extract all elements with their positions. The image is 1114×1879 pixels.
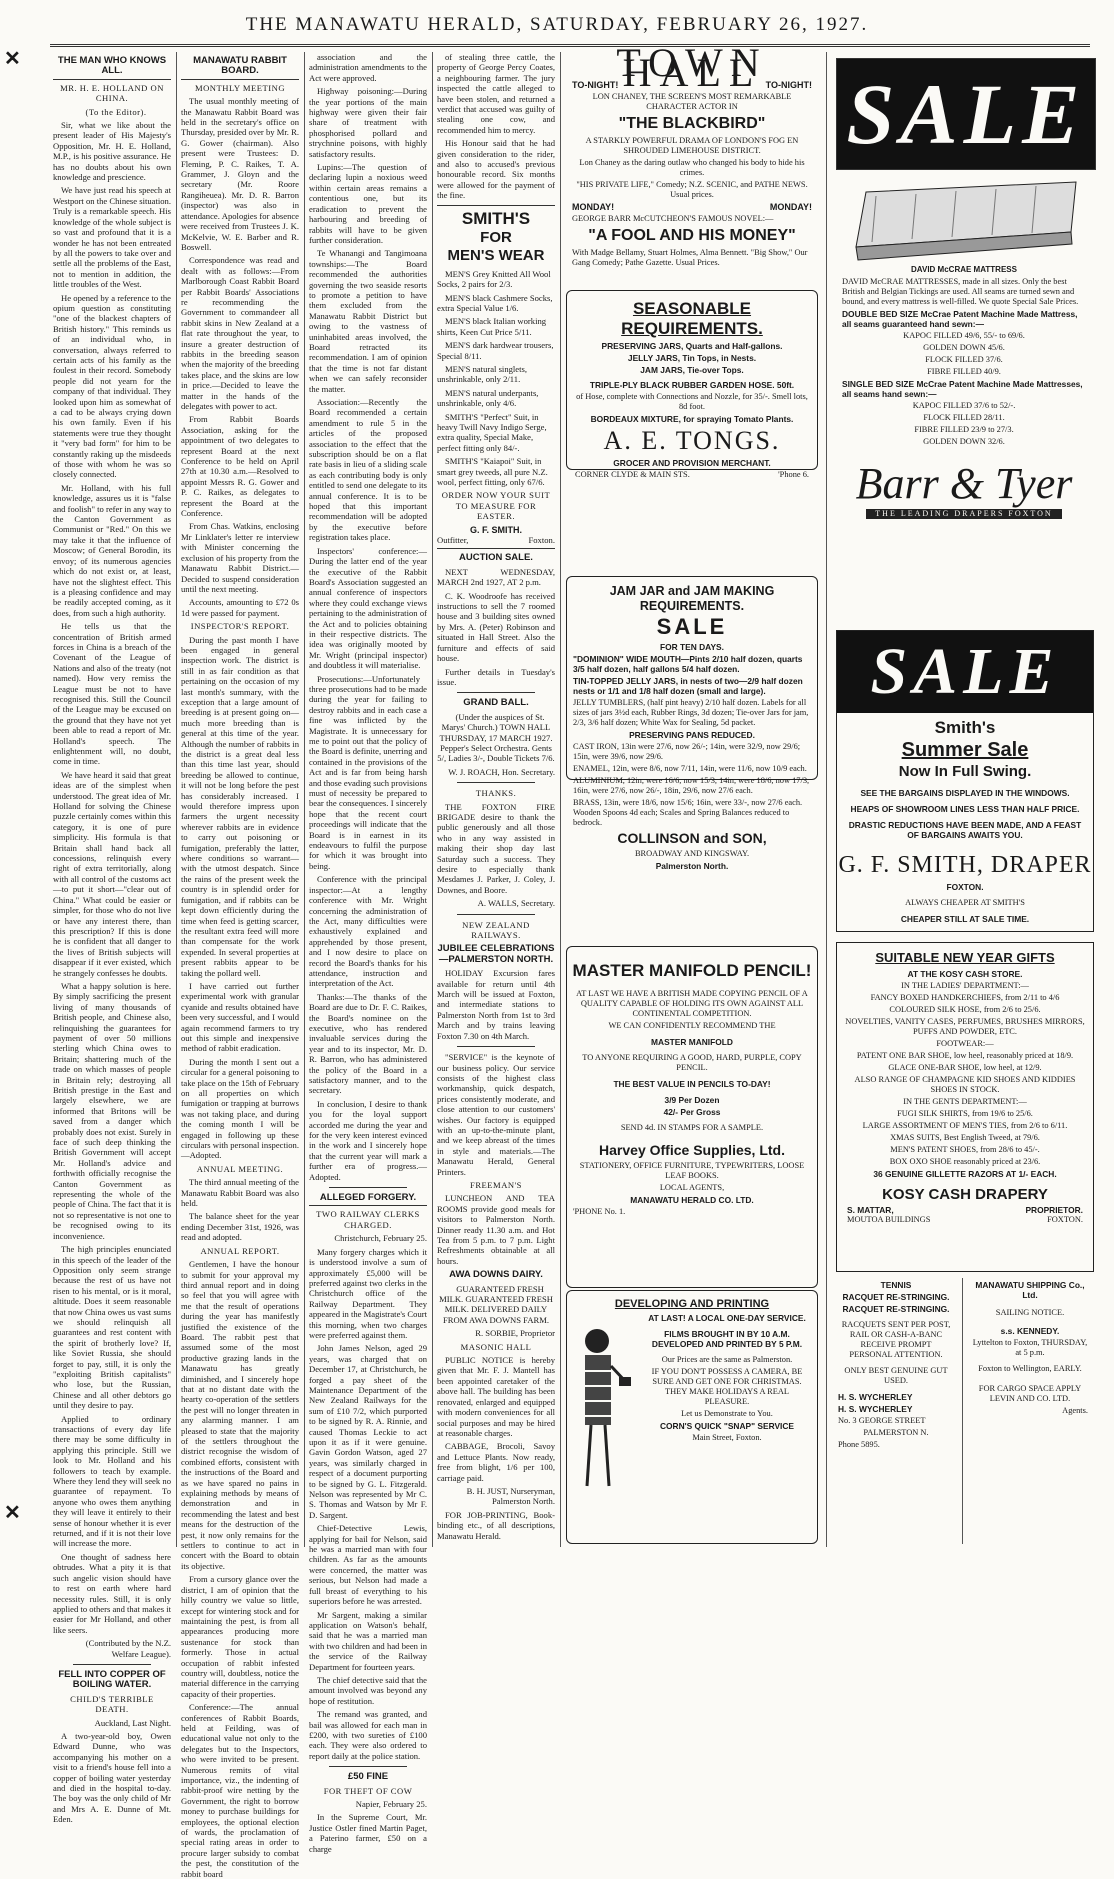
paragraph: From a cursory glance over the district, I am of opinion that the hilly country we value so little, except for wintering stock and for maintaining the pest, is from all appearances producing more sustenance for stock than formerly. Those in actual occupation of rabbit infested country will, doubtless, notice the material difference in the carrying capacity of their properties. bbox=[181, 1574, 299, 1699]
paragraph: His Honour said that he had given consideration to the rider, and also to accused's previous honourable record. Six months were allowed for the payment of the fine. bbox=[437, 138, 555, 201]
ad-headline: DEVELOPING AND PRINTING bbox=[614, 1298, 770, 1310]
paragraph: From Rabbit Boards Association, asking for the appointment of two delegates to represent Board at the next Conference to be held on April 27th at 10.30 a.m.—Resolved to appoint Messrs R. G. Gower and P. C. Raikes, as delegates to represent the Board at the Conference. bbox=[181, 414, 299, 519]
ad-text: LARGE ASSORTMENT OF MEN'S TIES, from 2/6 to 6/11. bbox=[862, 1121, 1068, 1130]
column-rule bbox=[560, 52, 561, 1547]
article-title-rabbit-board: MANAWATU RABBIT BOARD. bbox=[181, 56, 299, 80]
paragraph: During the month I sent out a circular for a general poisoning to take place on the 15th of February on all properties on which fumigation or trapping at burrows was not taking place, and during the coming month I will be engaged in following up these circulars with personal inspection.—Adopted. bbox=[181, 1056, 299, 1161]
ad-text: TO ANYONE REQUIRING A GOOD, HARD, PURPLE, COPY PENCIL. bbox=[582, 1053, 802, 1072]
ad-text: MANAWATU HERALD CO. LTD. bbox=[630, 1195, 754, 1205]
ad-headline: COLLINSON and SON, bbox=[617, 830, 767, 846]
ad-text: GEORGE BARR McCUTCHEON'S FAMOUS NOVEL:— bbox=[572, 214, 774, 223]
shipping-notice-ad bbox=[966, 1278, 1094, 1544]
notice-title: FREEMAN'S bbox=[470, 1179, 522, 1190]
ad-footer bbox=[437, 535, 555, 545]
ad-text: JELLY JARS, Tin Tops, in Nests. bbox=[627, 353, 757, 363]
notice-subtitle: JUBILEE CELEBRATIONS—PALMERSTON NORTH. bbox=[437, 943, 555, 965]
ad-text: PRESERVING JARS, Quarts and Half-gallons. bbox=[601, 341, 783, 351]
ad-text: TIN-TOPPED JELLY JARS, in nests of two—2/9 half dozen nests or 1/1 and 1/8 half dozen (small and large). bbox=[573, 676, 803, 696]
ad-text: Our Prices are the same as Palmerston. bbox=[661, 1355, 793, 1364]
notice-title: AUCTION SALE. bbox=[459, 552, 533, 564]
ad-text: THE BEST VALUE IN PENCILS TO-DAY! bbox=[613, 1079, 771, 1089]
ad-text: TO-NIGHT! bbox=[572, 80, 619, 90]
paragraph: In the Supreme Court, Mr. Justice Ostler fined Martin Paget, a Paterino farmer, £50 on a charge bbox=[309, 1812, 427, 1854]
ad-body bbox=[567, 1311, 817, 1501]
ad-text: of Hose, complete with Connections and Nozzle, for 35/-. Smell lots, 8d foot. bbox=[576, 392, 808, 411]
ad-text: KAPOC FILLED 37/6 to 52/-. bbox=[912, 401, 1016, 410]
seasonable-requirements-ad bbox=[566, 290, 818, 479]
ad-text: BROADWAY AND KINGSWAY. bbox=[634, 849, 750, 858]
ad-text: FOOTWEAR:— bbox=[936, 1039, 994, 1048]
ad-text: H. S. WYCHERLEY bbox=[838, 1392, 913, 1402]
ad-text: GOLDEN DOWN 45/6. bbox=[923, 343, 1005, 352]
notice-text: W. J. ROACH, Hon. Secretary. bbox=[448, 766, 555, 777]
ad-text: LON CHANEY, THE SCREEN'S MOST REMARKABLE CHARACTER ACTOR IN bbox=[592, 92, 792, 111]
paragraph: Sir, what we like about the present leader of His Majesty's Opposition, Mr. H. E. Holland, M.P., is his positive assurance. He has no doubts about his own knowledge and prescience. bbox=[53, 120, 171, 183]
notice-text: R. SORBIE, Proprietor bbox=[475, 1328, 555, 1339]
ad-headline: MASTER MANIFOLD PENCIL! bbox=[572, 961, 812, 980]
ad-text: COLOURED SILK HOSE, from 2/6 to 25/6. bbox=[889, 1005, 1041, 1014]
notice-title: AWA DOWNS DAIRY. bbox=[449, 1269, 543, 1281]
ad-row bbox=[567, 470, 817, 480]
ad-headline: Smith's bbox=[934, 718, 996, 737]
notice-text: HOLIDAY Excursion fares available for return until 4th March will be issued at Foxton, and intermediate stations to Palmerston North from 1st to 3rd March and by trains leaving Foxton 7.30 on 4th March. bbox=[437, 968, 555, 1041]
ad-headline: SUITABLE NEW YEAR GIFTS bbox=[875, 950, 1055, 965]
ad-text: IF YOU DON'T POSSESS A CAMERA, BE SURE AND GET ONE FOR CHRISTMAS. THEY MAKE HOLIDAYS A REAL PLEASURE. bbox=[651, 1367, 803, 1406]
ad-text: FUGI SILK SHIRTS, from 19/6 to 25/6. bbox=[897, 1109, 1033, 1118]
ad-text: SINGLE BED SIZE McCrae Patent Machine Made Mattresses, all seams hand sewn:— bbox=[842, 379, 1083, 399]
list-item: MEN'S Grey Knitted All Wool Socks, 2 pairs for 2/3. bbox=[437, 268, 551, 290]
ad-text: RACQUET RE-STRINGING. bbox=[842, 1304, 950, 1314]
ad-row bbox=[566, 202, 818, 212]
ad-text: s.s. KENNEDY. bbox=[1000, 1326, 1060, 1336]
divider bbox=[457, 1046, 535, 1047]
ad-text: PRESERVING PANS REDUCED. bbox=[629, 730, 755, 740]
ad-text: PROPRIETOR. bbox=[1025, 1205, 1083, 1215]
ad-text: FILMS BROUGHT IN BY 10 A.M. DEVELOPED AND PRINTED BY 5 P.M. bbox=[651, 1329, 803, 1349]
ad-text: GROCER AND PROVISION MERCHANT. bbox=[613, 458, 771, 468]
notice-text: GUARANTEED FRESH MILK. GUARANTEED FRESH MILK. DELIVERED DAILY FROM AWA DOWNS FARM. bbox=[439, 1283, 553, 1325]
paragraph: Chief-Detective Lewis, applying for bail for Nelson, said he was a married man with four children. As far as the amounts were concerned, the matter was serious, but Nelson had made a full breast of everything to his superiors before he was arrested. bbox=[309, 1523, 427, 1607]
notice-title: NEW ZEALAND RAILWAYS. bbox=[462, 919, 530, 941]
mattress-label: DAVID McCRAE MATTRESS bbox=[911, 265, 1017, 274]
ad-text: ENAMEL, 12in, were 8/6, now 7/11, 14in, were 11/6, now 10/9 each. bbox=[573, 764, 807, 773]
ad-text: ALWAYS CHEAPER AT SMITH'S bbox=[905, 898, 1025, 907]
ad-text: PATENT ONE BAR SHOE, low heel, reasonably priced at 18/9. bbox=[856, 1051, 1074, 1060]
ad-text: MANAWATU SHIPPING Co., Ltd. bbox=[975, 1280, 1085, 1300]
paragraph: association and the administration amendments to the Act were approved. bbox=[309, 52, 427, 83]
notice-text: NEXT WEDNESDAY, MARCH 2nd 1927, AT 2 p.m. bbox=[437, 566, 555, 588]
notice-text: "SERVICE" is the keynote of our business policy. Our service consists of the highest class workmanship, quick despatch, prices consistently moderate, and close attention to our customers' wishes. Our factory is equipped with an up-to-the-minute plant, and we keep abreast of the times in style and materials.—The Manawatu Herald, General Printers. bbox=[437, 1052, 555, 1177]
ad-text: ONLY BEST GENUINE GUT USED. bbox=[844, 1366, 948, 1385]
notice-text: Further details in Tuesday's issue. bbox=[437, 666, 555, 687]
ad-text: JELLY TUMBLERS, (half pint heavy) 2/10 half dozen. Labels for all sizes of jars 3½d each, Rubber Rings, 3d dozen; Tie-over Jars for jam, 2/3, 3/6 half dozen; White Wax for Sealing, 5d packet. bbox=[573, 698, 809, 727]
ad-text: KAPOC FILLED 49/6, 55/- to 69/6. bbox=[903, 331, 1025, 340]
paragraph: Many forgery charges which it is understood involve a sum of approximately £5,000 will be preferred against two clerks in the Christchurch office of the Railway Department. They appeared in the Magistrate's Court this morning, when two charges were preferred against them. bbox=[309, 1246, 428, 1340]
ad-text: HEAPS OF SHOWROOM LINES LESS THAN HALF PRICE. bbox=[850, 804, 1080, 814]
ad-text: CORNER CLYDE & MAIN STS. bbox=[575, 470, 690, 479]
town-hall-ad bbox=[566, 40, 818, 267]
ad-row bbox=[837, 1205, 1093, 1215]
paragraph: Thanks:—The thanks of the Board are due to Dr. F. C. Raikes, the Board's nominee on the executive, who has rendered invaluable services during the year and to its inspector, Mr. D. R. Barron, who has administered the policy of the Board in a satisfactory manner, and to the secretary. bbox=[309, 991, 427, 1096]
column-4 bbox=[437, 52, 555, 1547]
ad-text: LOCAL AGENTS, bbox=[659, 1183, 725, 1192]
ad-text: Phone 5895. bbox=[838, 1440, 880, 1449]
margin-mark-top: ✕ bbox=[4, 48, 21, 70]
film-title: "THE BLACKBIRD" bbox=[618, 115, 766, 132]
ad-text: MONDAY! bbox=[572, 202, 615, 212]
developing-printing-ad bbox=[566, 1290, 818, 1544]
ad-text: DAVID McCRAE MATTRESSES, made in all sizes. Only the best British and Belgian Tickings are used. All seams are turned sewn and bound, and every mattress is well-filled. We quote Special Sale Prices. bbox=[842, 277, 1079, 306]
paragraph: From Chas. Watkins, enclosing Mr Linklater's letter re interview with Minister concerning the exclusion of his property from the Manawatu Rabbit District.—Decided to suspend consideration until the next meeting. bbox=[181, 521, 299, 594]
ad-text: MONDAY! bbox=[769, 202, 812, 212]
notice-title: MASONIC HALL bbox=[460, 1341, 532, 1352]
ad-text: PALMERSTON N. bbox=[863, 1428, 929, 1437]
paragraph: Gentlemen, I have the honour to submit for your approval my third annual report and in doing so feel that you will agree with me that the result of operations during the year has manifestly justified the existence of the Board. The rabbit pest that assumed some of the most productive grazing lands in the Manawatu has greatly diminished, and I sincerely hope that at no distant date with the hearty co-operation of the settlers the pest will no longer threaten in any alarming manner. I am pleased to state that the majority of the settlers throughout the district recognise the wisdom of combined efforts, consistent with the instructions of the Board and as we have spared no pains in explaining methods by means of demonstration and in recommending the latest and best means for the destruction of the pest, it now only remains for the settlers to continue to act in concert with the Board to obtain its objective. bbox=[181, 1259, 299, 1571]
mattress-sale-banner bbox=[836, 58, 1096, 170]
divider bbox=[457, 782, 535, 783]
notice-title: THANKS. bbox=[475, 788, 517, 799]
ad-text: "HIS PRIVATE LIFE," Comedy; N.Z. SCENIC, and PATHE NEWS. Usual prices. bbox=[576, 180, 808, 199]
ad-text: Let us Demonstrate to You. bbox=[681, 1409, 773, 1418]
ad-headline: Summer Sale bbox=[901, 739, 1029, 761]
notice-text: LUNCHEON AND TEA ROOMS provide good meals for visitors to Palmerston North. Dinner ready 11.30 a.m. and Hot Tea from 5 p.m. to 7 p.m. Light Refreshments obtainable at all hours. bbox=[437, 1193, 555, 1266]
list-item: MEN'S natural singlets, unshrinkable, only 2/11. bbox=[437, 363, 527, 385]
divider bbox=[73, 1664, 151, 1665]
ad-headline: SMITH'S bbox=[461, 208, 531, 228]
notice-text: A. WALLS, Secretary. bbox=[477, 898, 555, 909]
ad-text: TO-NIGHT! bbox=[765, 80, 812, 90]
column-1 bbox=[53, 52, 171, 1825]
ad-text: GOLDEN DOWN 32/6. bbox=[923, 437, 1005, 446]
ad-text: CAST IRON, 13in were 27/6, now 26/-; 14in, were 32/9, now 29/6; 15in, were 39/6, now 29/6. bbox=[573, 742, 801, 761]
barr-tyer-logo: Barr & Tyer bbox=[855, 459, 1073, 508]
list-item: SMITH'S "Kaiapoi" Suit, in smart grey tweeds, all pure N.Z. wool, perfect fitting, only 67/6. bbox=[437, 456, 548, 487]
list-item: MEN'S black Italian working shirts, Keen Cut Price 5/11. bbox=[437, 316, 547, 337]
ad-text: SAILING NOTICE. bbox=[995, 1308, 1065, 1317]
dateline: Christchurch, February 25. bbox=[334, 1233, 427, 1244]
ad-headline: Now In Full Swing. bbox=[898, 763, 1032, 780]
master-manifold-ad bbox=[566, 946, 818, 1288]
column-rule bbox=[432, 52, 433, 1547]
paragraph: A two-year-old boy, Owen Edward Dunne, who was accompanying his mother on a visit to a friend's house fell into a copper of boiling water yesterday and died in the hospital to-day. The boy was the only child of Mr and Mrs A. E. Dunne of Mt. Eden. bbox=[53, 1730, 171, 1825]
paragraph: Te Whanangi and Tangimoana townships:—The Board recommended the authorities governing the two seaside resorts to promote a petition to have them excluded from the Manawatu Rabbit District but owing to the vastness of uninhabited areas involved, the Board retracted its recommendation. I am of opinion that the time is not far distant when we can safely reconsider the matter. bbox=[309, 248, 427, 394]
paragraph: The high principles enunciated in this speech of the leader of the Opposition only seem strange because the rest of us have not risen to his mental, or is it moral, altitude. Does it seem reasonable that now China owes us vast sums we should relinquish all guarantees and rest content with the spirit of brotherly love? If, like Soviet Russia, she should forget to pay, still, it is only the "exploiting British capitalists" who lose, but the Russian, Chinese and all other debtors go until they desire to pay. bbox=[53, 1244, 171, 1411]
ad-text: JAM JARS, Tie-over Tops. bbox=[640, 365, 744, 375]
paragraph: He tells us that the concentration of British armed forces in China is a breach of the Covenant of the League of Nations and also of the treaty (not named). How very remiss the League must be not to have recognised this. Still the Council of the League may be excused on the ground that they have not yet been able to read a report of Mr. Holland's speech. The enlightenment will, no doubt, come in time. bbox=[53, 621, 171, 767]
ad-text: FLOCK FILLED 37/6. bbox=[925, 355, 1003, 364]
article-subtitle: CHILD'S TERRIBLE DEATH. bbox=[70, 1693, 154, 1715]
ad-text: Main Street, Foxton. bbox=[692, 1433, 762, 1442]
notice-text: (Under the auspices of St. Marys' Church.) TOWN HALL THURSDAY, 17 MARCH 1927. Pepper's Select Orchestra. Gents 5/, Ladies 3/-, Double Tickets 7/6. bbox=[437, 711, 555, 764]
signature: (Contributed by the N.Z. Welfare League). bbox=[85, 1638, 171, 1659]
ad-text: BOX OXO SHOE reasonably priced at 23/6. bbox=[889, 1157, 1041, 1166]
paragraph: Lupins:—The question of declaring lupin a noxious weed within certain areas remains a contentious one, but its eradication to prevent the harbouring and breeding of rabbits will have to be given further consideration. bbox=[309, 162, 427, 245]
divider bbox=[457, 914, 535, 915]
ad-text: STATIONERY, OFFICE FURNITURE, TYPEWRITERS, LOOSE LEAF BOOKS. bbox=[579, 1161, 805, 1180]
paragraph: During the past month I have been engaged in general inspection work. The district is still in as fair condition as that pertaining on the occasion of my last month's summary, with the exception that a large amount of breeding is at present going on—much more breeding than is general at this time of the year. Although the number of rabbits in the district is a great deal less than this time last year, should breeding be allowed to continue, it will not be long before the pest has considerably increased. I would therefore impress upon farmers the urgent necessity wherever rabbits are in evidence to carry out poisoning or fumigation, preferably the latter, where conditions so warrant—with the utmost despatch. Since the rains of the present week the country is in splendid order for fumigation, and if rabbits can be kept down efficiently during the time when feed is getting scarcer, the resultant extra feed will more than compensate for the work expended. In several properties at present rabbits appear to be taking the pollard well. bbox=[181, 634, 299, 978]
jam-jar-sale-ad bbox=[566, 576, 818, 871]
article-title-holland: THE MAN WHO KNOWS ALL. bbox=[53, 56, 171, 80]
paragraph: The balance sheet for the year ending December 31st, 1926, was read and adopted. bbox=[181, 1211, 299, 1243]
list-item: MEN'S black Cashmere Socks, extra Special Value 1/6. bbox=[437, 292, 553, 313]
ad-headline: G. F. SMITH, DRAPER bbox=[838, 852, 1092, 878]
ad-text: WE CAN CONFIDENTLY RECOMMEND THE bbox=[608, 1021, 776, 1030]
paragraph: I have carried out further experimental work with granular cyanide and results obtained have been very successful, and I would again recommend farmers to try out this simple and inexpensive method of rabbit eradication. bbox=[181, 980, 299, 1054]
ad-text: Palmerston North. bbox=[655, 861, 729, 871]
paragraph: Conference with the principal inspector:—At a lengthy conference with Mr. Wright concerning the administration of the Act, many difficulties were exhaustively explained and apprehended by those present, and I now desire to place on record the Board's thanks for his attendance, instruction and interpretation of the Act. bbox=[309, 874, 427, 989]
divider bbox=[457, 692, 535, 693]
ad-headline: KOSY CASH DRAPERY bbox=[882, 1186, 1048, 1203]
ad-text: S. MATTAR, bbox=[847, 1205, 894, 1215]
paragraph: Prosecutions:—Unfortunately three prosecutions had to be made during the year for failing to destroy rabbits and in each case a fine was inflicted by the Magistrate. It is unnecessary for me to point out that the policy of the Board is definite, unerring and contained in the provisions of the Act and is far from being harsh and those evading such provisions must of necessity be prepared to bear the consequences. I sincerely hope that the recent court proceedings will indicate that the Board is in earnest in its endeavours to fulfil the purpose for which it was brought into being. bbox=[309, 673, 427, 871]
ad-text: FOXTON. bbox=[1047, 1215, 1083, 1224]
ad-text: ALSO RANGE OF CHAMPAGNE KID SHOES AND KIDDIES SHOES IN STOCK. bbox=[854, 1075, 1076, 1094]
ad-text: TRIPLE-PLY BLACK RUBBER GARDEN HOSE. 50ft. bbox=[589, 380, 795, 390]
ad-text: FANCY BOXED HANDKERCHIEFS, from 2/11 to 4/6 bbox=[870, 993, 1060, 1002]
smiths-mens-wear-ad bbox=[437, 205, 555, 550]
list-item: MEN'S natural underpants, unshrinkable, only 4/6. bbox=[437, 387, 539, 409]
ad-text: FIBRE FILLED 40/9. bbox=[927, 367, 1001, 376]
paragraph: of stealing three cattle, the property of George Percy Coates, a neighbouring farmer. The jury inspected the cattle alleged to have been stolen, and returned a verdict that accused was guilty of stealing one cow, and recommended him to mercy. bbox=[437, 52, 555, 135]
divider bbox=[329, 1766, 407, 1767]
ad-text: DOUBLE BED SIZE McCrae Patent Machine Made Mattress, all seams guaranteed hand sewn:— bbox=[842, 309, 1078, 329]
paragraph: The chief detective said that the amount involved was beyond any hope of restitution. bbox=[309, 1674, 427, 1706]
ad-text: SEE THE BARGAINS DISPLAYED IN THE WINDOWS. bbox=[860, 788, 1070, 798]
paragraph: The third annual meeting of the Manawatu Rabbit Board was also held. bbox=[181, 1177, 299, 1209]
ad-text: Lyttelton to Foxton, THURSDAY, at 5 p.m. bbox=[972, 1338, 1088, 1357]
ad-text: 36 GENUINE GILLETTE RAZORS AT 1/- EACH. bbox=[873, 1169, 1057, 1179]
ad-text: IN THE LADIES' DEPARTMENT:— bbox=[901, 981, 1029, 990]
notice-text: B. H. JUST, Nurseryman, Palmerston North. bbox=[466, 1485, 555, 1507]
ad-text: FOR CARGO SPACE APPLY LEVIN AND CO. LTD. bbox=[978, 1384, 1082, 1403]
paragraph: Accounts, amounting to £72 0s 1d were passed for payment. bbox=[181, 597, 299, 618]
ad-text: MASTER MANIFOLD bbox=[651, 1037, 733, 1047]
column-rule bbox=[826, 52, 827, 1547]
ad-headline: TOWN HALL bbox=[616, 40, 768, 95]
ad-text: FOR TEN DAYS. bbox=[660, 642, 724, 652]
sale-banner-text: SALE bbox=[846, 66, 1086, 162]
paragraph: We have just read his speech at Westport on the Chinese situation. Truly is a remarkable speech. His knowledge of the whole subject is so vast and profound that it is a wonder he has not been entreated by all the powers to take over and settle all the problems of the East, not to mention in addition, the little troubles of the West. bbox=[53, 185, 171, 290]
ad-text: Foxton to Wellington, EARLY. bbox=[978, 1364, 1082, 1373]
ad-text: 3/9 Per Dozen bbox=[664, 1095, 720, 1105]
ad-text: AT THE KOSY CASH STORE. bbox=[907, 969, 1023, 979]
paragraph: Association:—Recently the Board recommended a certain amendment to rule 5 in the articles of the proposed association to the effect that the subscription should be on a flat rate basis in lieu of a sliding scale as each contributing body is only entitled to send one delegate to its annual conference. It is to be hoped that this important recommendation will be adopted by the executive before registration takes place. bbox=[309, 397, 427, 543]
article-subtitle: MR. H. E. HOLLAND ON CHINA. bbox=[60, 82, 164, 104]
ad-text: BRASS, 13in, were 18/6, now 15/6; 16in, were 33/-, now 27/6 each. Wooden Spoons 4d each; Scales and Spring Balances reduced to bedrock. bbox=[573, 798, 803, 827]
woman-with-camera-illustration bbox=[567, 1311, 637, 1501]
ad-text: Outfitter, bbox=[437, 535, 469, 546]
list-item: MEN'S dark hardwear trousers, Special 8/11. bbox=[437, 340, 554, 361]
paragraph: He opened by a reference to the opium question as constituting "one of the blackest chapters of British history." This reminds us of an individual who, in conversation, always referred to certain acts of his family as the foulest in their record. Somebody people did not yearn for the company of that individual. They looked upon him as somewhat of a cad to be always crying down his own family. Even if his statements were true they thought it "very bad form" for him to be constantly raking up the misdeeds of those with whom he was so closely connected. bbox=[53, 292, 171, 480]
ad-text: No. 3 GEORGE STREET bbox=[838, 1416, 926, 1425]
notice-text: C. K. Woodroofe has received instructions to sell the 7 roomed house and 3 building sites owned by Mrs. A. (Peter) Robinson and situated in Hall Street. Also the furniture and effects of said house. bbox=[437, 590, 555, 664]
divider bbox=[329, 1187, 407, 1188]
ad-text: AT LAST WE HAVE A BRITISH MADE COPYING PENCIL OF A QUALITY CAPABLE OF HOLDING ITS OWN AGAINST ALL CONTINENTAL COMPETITION. bbox=[576, 989, 808, 1018]
paragraph: One thought of sadness here obtrudes. What a pity it is that such angelic vision should have to rest on earth where hard necessity rules. Still, it is only applied to others and that makes it easier for Mr Holland, and other like seers. bbox=[53, 1551, 171, 1635]
paragraph: Conference:—The annual conferences of Rabbit Boards, held at Feilding, was of educational value not only to the delegates but to the Inspectors, who were invited to be present. Numerous remits of vital importance, viz., the indenting of rabbit-proof wire netting by the Government, the right to borrow money to purchase buildings for employees, the optional election of wards, the proclamation of special rating areas in order to procure larger subsidy to combat the pest, the constitution of the rabbit board bbox=[181, 1702, 299, 1879]
ad-row bbox=[837, 1215, 1093, 1225]
paragraph: Highway poisoning:—During the year portions of the main highway were given their fair share of treatment with phosphorised pollard and strychnine poisons, with highly satisfactory results. bbox=[309, 86, 427, 159]
film-title: "A FOOL AND HIS MONEY" bbox=[588, 227, 796, 244]
smiths-summer-sale-ad bbox=[836, 630, 1094, 932]
column-2 bbox=[181, 52, 299, 1879]
ad-text: MEN'S PATENT SHOES, from 28/6 to 45/-. bbox=[890, 1145, 1040, 1154]
article-title-fine: £50 FINE bbox=[347, 1771, 389, 1783]
ad-text: IN THE GENTS DEPARTMENT:— bbox=[903, 1097, 1027, 1106]
ad-text: FIBRE FILLED 23/9 to 27/3. bbox=[914, 425, 1014, 434]
paragraph: The remand was granted, and bail was allowed for each man in £200, with two sureties of £100 each. They were also ordered to report daily at the police station. bbox=[309, 1709, 427, 1761]
tennis-ad bbox=[832, 1278, 960, 1544]
ad-headline: Harvey Office Supplies, Ltd. bbox=[599, 1142, 785, 1158]
notice-title: GRAND BALL. bbox=[463, 697, 529, 709]
ad-text: 'PHONE No. 1. bbox=[573, 1207, 626, 1216]
paragraph: Mr Sargent, making a similar application on Watson's behalf, said that he was a married man with two children and had been in the service of the Railway Department for fourteen years. bbox=[309, 1609, 427, 1672]
ad-text: XMAS SUITS, Best English Tweed, at 79/6. bbox=[890, 1133, 1040, 1142]
ad-headline: JAM JAR and JAM MAKING REQUIREMENTS. bbox=[609, 584, 775, 613]
paragraph: In conclusion, I desire to thank you for the loyal support accorded me during the year and for the very keen interest evinced in the work and I sincerely hope that the current year will mark a further era of progress.—Adopted. bbox=[309, 1098, 427, 1182]
mattress-illustration bbox=[836, 172, 1092, 262]
ad-text: SEND 4d. IN STAMPS FOR A SAMPLE. bbox=[620, 1123, 764, 1132]
section-heading: ANNUAL REPORT. bbox=[200, 1245, 280, 1256]
ad-text: FLOCK FILLED 28/11. bbox=[923, 413, 1005, 422]
paragraph: What a happy solution is here. By simply sacrificing the present living of many thousands of British people, and Chinese also, relinquishing the guarantees for payment of over 50 millions sterling which China owes to Britain; shattering much of the trade on which masses of people in Britain rely; destroying all British prestige in the East and largely elsewhere, we are informed that Britons will be saved from a danger which probably does not exist. Surely in face of such deep thinking the British Government will accept Mr. Holland's advice and forthwith officially recognise the Canton Government as representing the whole of the people of China. The fact that it is not so representative is not one to be recognised owing to its inconvenience. bbox=[53, 980, 171, 1241]
mattress-ad bbox=[836, 172, 1092, 578]
ad-headline: SEASONABLE REQUIREMENTS. bbox=[621, 299, 763, 338]
paragraph: Mr. Holland, with his full knowledge, assures us it is "false and foolish" to refer in any way to the Canton Government as Communist or "Red." On this we may take it that the influence of Moscow; of General Borodin, its envoy; of its numerous agencies which do not exist or, at least, have not the slightest effect. This is a pleasing confidence and may be readily accepted coming, as it does, from such a high authority. bbox=[53, 482, 171, 618]
paragraph: Applied to ordinary transactions of every day life there may be some difficulty in applying this principle. Still we look to Mr. Holland and his followers to teach by example. Where they lend they will seek no guarantee of repayment. To anyone who owes them anything they will leave it entirely to their sense of honour whether it is ever returned, and if it is not their love will increase the more. bbox=[53, 1413, 171, 1549]
ad-headline: MEN'S WEAR bbox=[447, 246, 545, 264]
ad-text: ALUMINIUM, 12in, were 16/6, now 15/3, 14in, were 18/6, now 17/3, 16in, were 27/6, now 26/-, 18in, 29/6, now 27/6 each. bbox=[573, 776, 810, 795]
ad-signature: G. F. SMITH. bbox=[469, 524, 522, 535]
ad-text: RACQUET RE-STRINGING. bbox=[842, 1292, 950, 1302]
margin-mark-bottom: ✕ bbox=[4, 1502, 21, 1524]
section-heading: INSPECTOR'S REPORT. bbox=[190, 621, 290, 632]
notice-text: FOR JOB-PRINTING, Book-binding etc., of all descriptions, Manawatu Herald. bbox=[437, 1509, 555, 1541]
section-heading: ANNUAL MEETING. bbox=[196, 1163, 284, 1174]
article-subtitle: FOR THEFT OF COW bbox=[323, 1785, 413, 1796]
column-3 bbox=[309, 52, 428, 1854]
ad-text: DRASTIC REDUCTIONS HAVE BEEN MADE, AND A FEAST OF BARGAINS AWAITS YOU. bbox=[848, 820, 1082, 840]
ad-headline: SALE bbox=[656, 614, 728, 639]
ad-headline: FOR bbox=[480, 228, 512, 246]
ad-text: BORDEAUX MIXTURE, for spraying Tomato Plants. bbox=[590, 414, 794, 424]
ad-text: RACQUETS SENT PER POST, RAIL OR CASH-A-BANC RECEIVE PROMPT PERSONAL ATTENTION. bbox=[841, 1320, 951, 1359]
ad-text: With Madge Bellamy, Stuart Holmes, Alma Bennett. "Big Show," Our Gang Comedy; Pathe Gazette. Usual Prices. bbox=[572, 248, 808, 267]
ad-text: 'Phone 6. bbox=[778, 470, 809, 479]
column-rule bbox=[304, 52, 305, 1547]
masthead-rule bbox=[50, 44, 1090, 47]
editor-note: (To the Editor). bbox=[85, 106, 147, 117]
article-subtitle: TWO RAILWAY CLERKS CHARGED. bbox=[316, 1209, 420, 1230]
ad-text: ORDER NOW YOUR SUIT TO MEASURE FOR EASTER. bbox=[441, 490, 551, 522]
paragraph: John James Nelson, aged 29 years, was charged that on December 17, at Christchurch, he forged a pay sheet of the Maintenance Department of the New Zealand Railways for the sum of £10 7/2, which purported to be signed by R. A. Rinnie, and caused Thomas Leckie to act upon it as if it were genuine. Gavin Gordon Watson, aged 27 years, was similarly charged in respect of a document purporting to be signed by G. L. Fitzgerald. Nelson was represented by Mr C. S. Thomas and Watson by Mr F. D. Sargent. bbox=[309, 1343, 427, 1520]
ad-headline: A. E. TONGS. bbox=[603, 426, 781, 455]
paragraph: Inspectors' conference:—During the latter end of the year the executive of the Rabbit Board's Association suggested an annual conference of inspectors where they could exchange views pertaining to the administration of the Act and to policies obtaining in their respective districts. The idea was originally mooted by Mr. Wright (principal inspector) and doubtless it will materialise. bbox=[309, 545, 427, 671]
column-rule bbox=[176, 52, 177, 1547]
ad-text: A STARKLY POWERFUL DRAMA OF LONDON'S FOG EN SHROUDED LIMEHOUSE DISTRICT. bbox=[585, 136, 799, 155]
notice-text: THE FOXTON FIRE BRIGADE desire to thank the public generously and all those who in any way assisted in making their shop day last Saturday such a success. They desire to especially thank Mesdames J. Parker, J. Coley, J. Downes, and Boore. bbox=[437, 801, 555, 895]
ad-text: GLACE ONE-BAR SHOE, low heel, at 12/9. bbox=[888, 1063, 1042, 1072]
ad-text: H. S. WYCHERLEY bbox=[838, 1404, 913, 1414]
kosy-cash-store-ad bbox=[836, 942, 1094, 1272]
column-rule bbox=[962, 1278, 963, 1544]
paragraph: The usual monthly meeting of the Manawatu Rabbit Board was held in the secretary's office on Thursday, presided over by Mr. R. G. Gower (chairman). Also present were Trustees: D. Fleming, P. C. Raikes, T. A. Grammer, J. Gloyn and the secretary (Mr. Roore Rangiheuea). Mr. D. R. Barron (inspector) was also in attendance. Apologies for absence were received from Trustees J. K. McKelvie, W. E. Barber and R. Boswell. bbox=[181, 96, 299, 252]
ad-text: FOXTON. bbox=[946, 882, 984, 892]
ad-text: CHEAPER STILL AT SALE TIME. bbox=[900, 914, 1030, 924]
notice-text: PUBLIC NOTICE is hereby given that Mr. F. J. Mantell has been appointed caretaker of the above hall. The building has been renovated, enlarged and equipped with modern conveniences for all social purposes and may be hired at reasonable charges. bbox=[437, 1355, 555, 1438]
ad-text: "DOMINION" WIDE MOUTH—Pints 2/10 half dozen, quarts 3/5 half dozen, half gallons 5/4 half dozen. bbox=[573, 654, 803, 674]
ad-text: MOUTOA BUILDINGS bbox=[847, 1215, 931, 1224]
dateline: Napier, February 25. bbox=[355, 1799, 427, 1809]
article-title-copper: FELL INTO COPPER OF BOILING WATER. bbox=[58, 1668, 166, 1691]
ad-text: CORN'S QUICK "SNAP" SERVICE bbox=[659, 1421, 795, 1431]
list-item: SMITH'S "Perfect" Suit, in heavy Twill Navy Indigo Serge, extra quality, Special Make, perfect fitting only 84/-. bbox=[437, 411, 547, 453]
ad-text: Foxton. bbox=[528, 535, 555, 546]
dateline: Auckland, Last Night. bbox=[94, 1717, 171, 1728]
ad-text: TENNIS bbox=[880, 1280, 912, 1290]
ad-text: Lon Chaney as the daring outlaw who changed his body to hide his crimes. bbox=[579, 158, 805, 177]
masthead: THE MANAWATU HERALD, SATURDAY, FEBRUARY 26, 1927. bbox=[245, 14, 869, 35]
notice-text: CABBAGE, Brocoli, Savoy and Lettuce Plants. Now ready, free from blight, 1/6 per 100, carriage paid. bbox=[437, 1441, 555, 1483]
paragraph: We have heard it said that great ideas are of the simplest when understood. The great idea of Mr. Holland for solving the Chinese puzzle certainly comes within this category, it is one of pure simplicity. His formula is that Britain shall hand back all concessions, relinquish every right of extra territorially, along with all control of the customs act—to put it short—"clear out of China." What could be easier or simpler, for those who do not live or have any interest there, than this prescription? If this is done he is confident that all danger to the lives of British subjects will disappear if it ever existed, which he strangely confesses he doubts. bbox=[53, 769, 171, 978]
sale-banner-text: SALE bbox=[837, 631, 1093, 713]
article-title-forgery: ALLEGED FORGERY. bbox=[309, 1193, 427, 1206]
ad-text: 42/- Per Gross bbox=[663, 1107, 721, 1117]
ad-text: Agents. bbox=[1062, 1406, 1088, 1415]
paragraph: Correspondence was read and dealt with as follows:—From Marlborough Coast Rabbit Board per Rabbit Boards' Associations re recommending the Government to commandeer all rabbit skins in New Zealand at a flat rate throughout the year, to insure a greater destruction of rabbits in the breeding season when the majority of the breeding takes place, and the skins are low in price.—Decided to leave the matter in the hands of the delegates with power to act. bbox=[181, 255, 299, 411]
ad-text: AT LAST! A LOCAL ONE-DAY SERVICE. bbox=[648, 1313, 806, 1323]
barr-tyer-tagline: THE LEADING DRAPERS FOXTON bbox=[866, 509, 1062, 519]
ad-text: NOVELTIES, VANITY CASES, PERFUMES, BRUSHES MIRRORS, PUFFS AND POWDER, ETC. bbox=[845, 1017, 1085, 1036]
article-subtitle: MONTHLY MEETING bbox=[194, 82, 286, 93]
